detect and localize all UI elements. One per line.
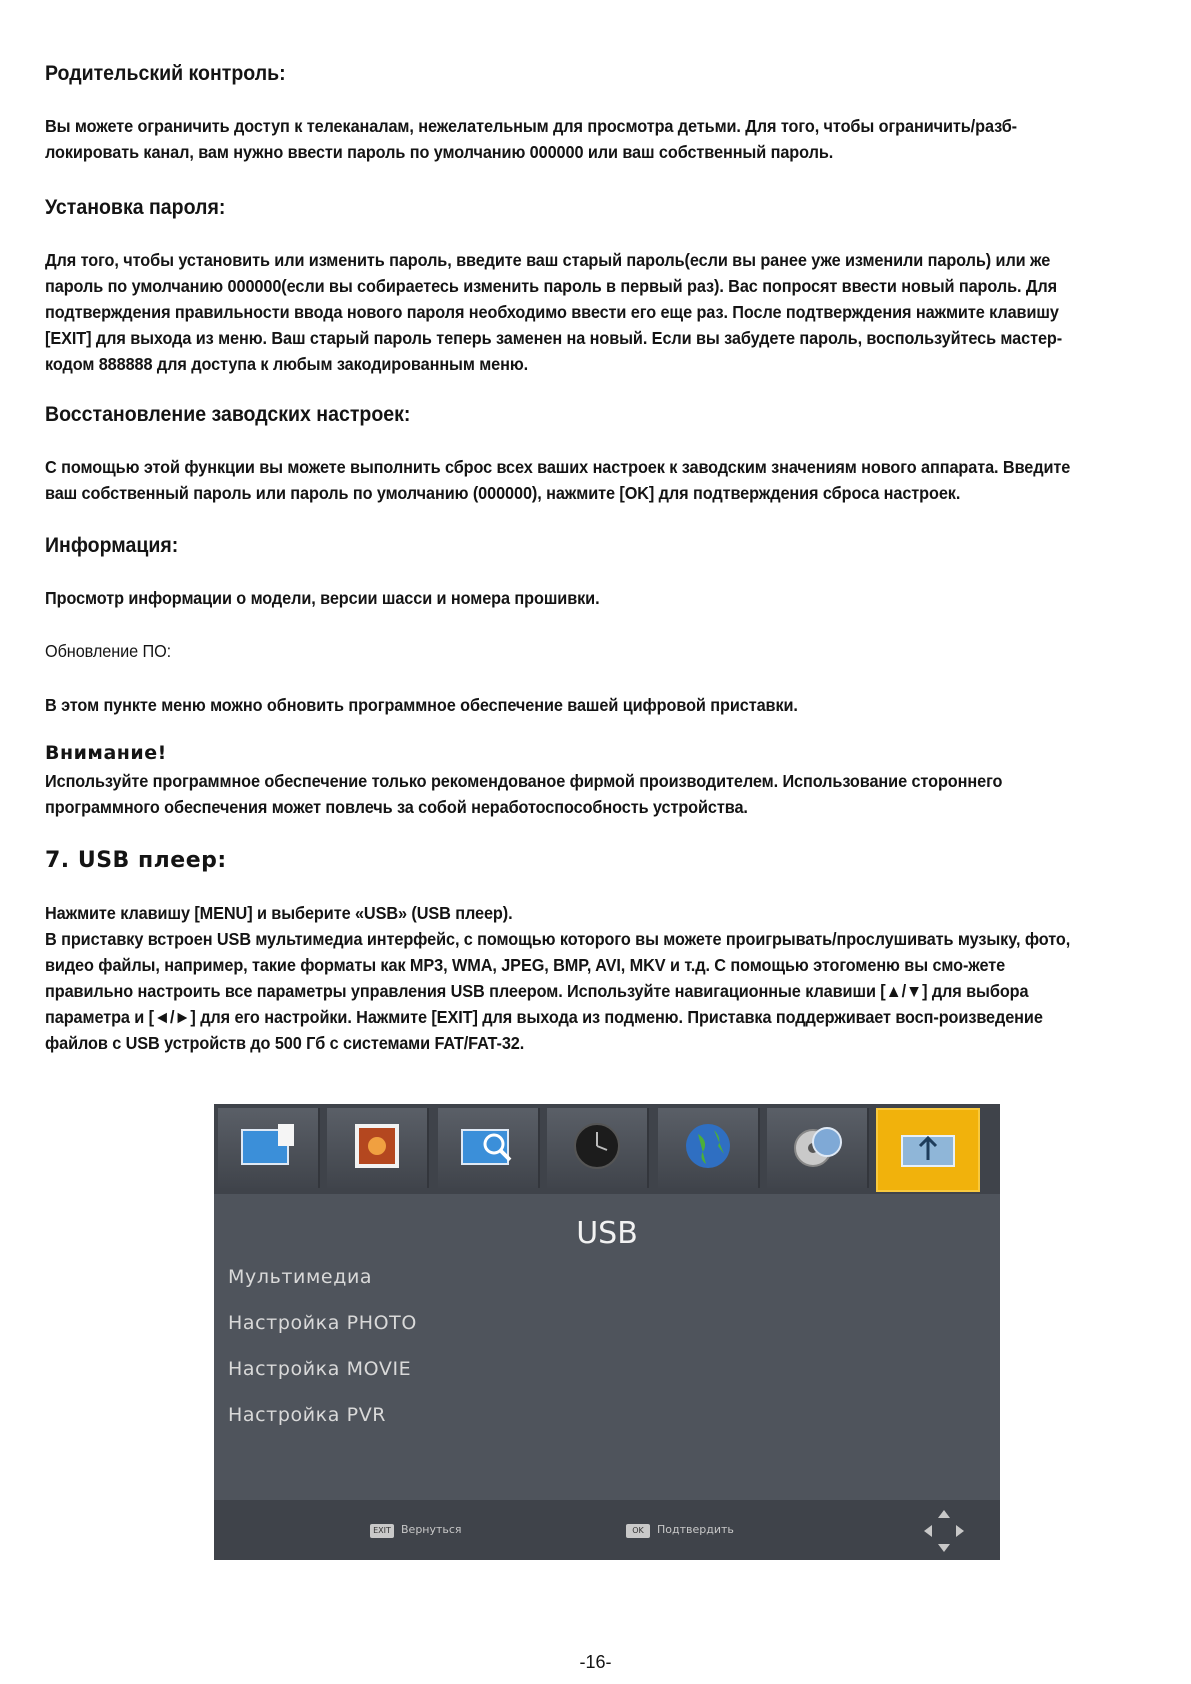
factory-reset-text: С помощью этой функции вы можете выполнить сброс всех ваших настроек к заводским значениям нового аппарата. Введите ваш собственный пароль или пароль по умолчанию (000000), нажмите [OK] для подтверждения сброса настроек. (45, 457, 1071, 503)
navigation-arrows-icon (922, 1508, 966, 1554)
password-text: Для того, чтобы установить или изменить пароль, введите ваш старый пароль(если вы ранее уже изменили пароль) или же пароль по умолчанию 000000(если вы собираетесь изменить пароль в первый раз). Вас попросят ввести новый пароль. Для подтверждения правильности ввода нового пароля необходимо ввести его еще раз. После подтверждения нажмите клавишу [EXIT] для выхода из меню. Ваш старый пароль теперь заменен на новый. Если вы забудете пароль, воспользуйтесь мастер-кодом 888888 для доступа к любым закодированным меню. (45, 250, 1063, 374)
disc-icon (767, 1108, 869, 1188)
confirm-label: Подтвердить (657, 1523, 734, 1536)
usb-menu-screenshot (214, 1104, 1000, 1560)
menu-item-photo-settings[interactable]: Настройка PHOTO (228, 1312, 417, 1334)
clock-icon (547, 1108, 649, 1188)
page-number: -16- (579, 1652, 612, 1672)
menu-item-pvr-settings[interactable]: Настройка PVR (228, 1404, 387, 1426)
menu-icon-bar (214, 1104, 1000, 1194)
parental-text: Вы можете ограничить доступ к телеканалам, нежелательным для просмотра детьми. Для того, чтобы ограничить/разб-локировать канал, вам нужно ввести пароль по умолчанию 000000 или ваш собственный пароль. (45, 116, 1017, 162)
password-heading: Установка пароля: (45, 196, 226, 219)
factory-reset-heading: Восстановление заводских настроек: (45, 403, 411, 426)
information-text: Просмотр информации о модели, версии шасси и номера прошивки. (45, 588, 600, 608)
usb-section-text: В приставку встроен USB мультимедиа интерфейс, с помощью которого вы можете проигрывать/прослушивать музыку, фото, видео файлы, например, такие форматы как MP3, WMA, JPEG, BMP, AVI, MKV и т.д. С помощью этогоменю вы смо-жете правильно настроить все параметры управления USB плеером. Используйте навигационные клавиши [▲/▼] для выбора параметра и [◄/►] для его настройки. Нажмите [EXIT] для выхода из подменю. Приставка поддерживает восп-роизведение файлов с USB устройств до 500 Гб с системами FAT/FAT-32. (45, 929, 1071, 1053)
exit-key-icon: EXIT (370, 1524, 394, 1538)
ok-key-icon: OK (626, 1524, 650, 1538)
globe-icon (658, 1108, 760, 1188)
tv-menu-title: USB (576, 1216, 638, 1251)
photo-icon (327, 1108, 429, 1188)
usb-section-title: 7. USB плеер: (45, 848, 227, 873)
usb-icon (876, 1108, 980, 1192)
search-icon (438, 1108, 540, 1188)
warning-title: Внимание! (45, 742, 167, 764)
tv-menu-footer (214, 1500, 1000, 1560)
warning-text: Используйте программное обеспечение только рекомендованое фирмой производителем. Использование стороннего программного обеспечения может повлечь за собой неработоспособность устройства. (45, 771, 1003, 817)
usb-section-line1: Нажмите клавишу [MENU] и выберите «USB» (USB плеер). (45, 903, 513, 923)
software-update-heading: Обновление ПО: (45, 641, 172, 661)
menu-item-multimedia[interactable]: Мультимедиа (228, 1266, 373, 1288)
back-label: Вернуться (401, 1523, 462, 1536)
information-heading: Информация: (45, 534, 179, 557)
parental-heading: Родительский контроль: (45, 62, 286, 85)
software-update-text: В этом пункте меню можно обновить программное обеспечение вашей цифровой приставки. (45, 695, 798, 715)
picture-icon (218, 1108, 320, 1188)
menu-item-movie-settings[interactable]: Настройка MOVIE (228, 1358, 412, 1380)
